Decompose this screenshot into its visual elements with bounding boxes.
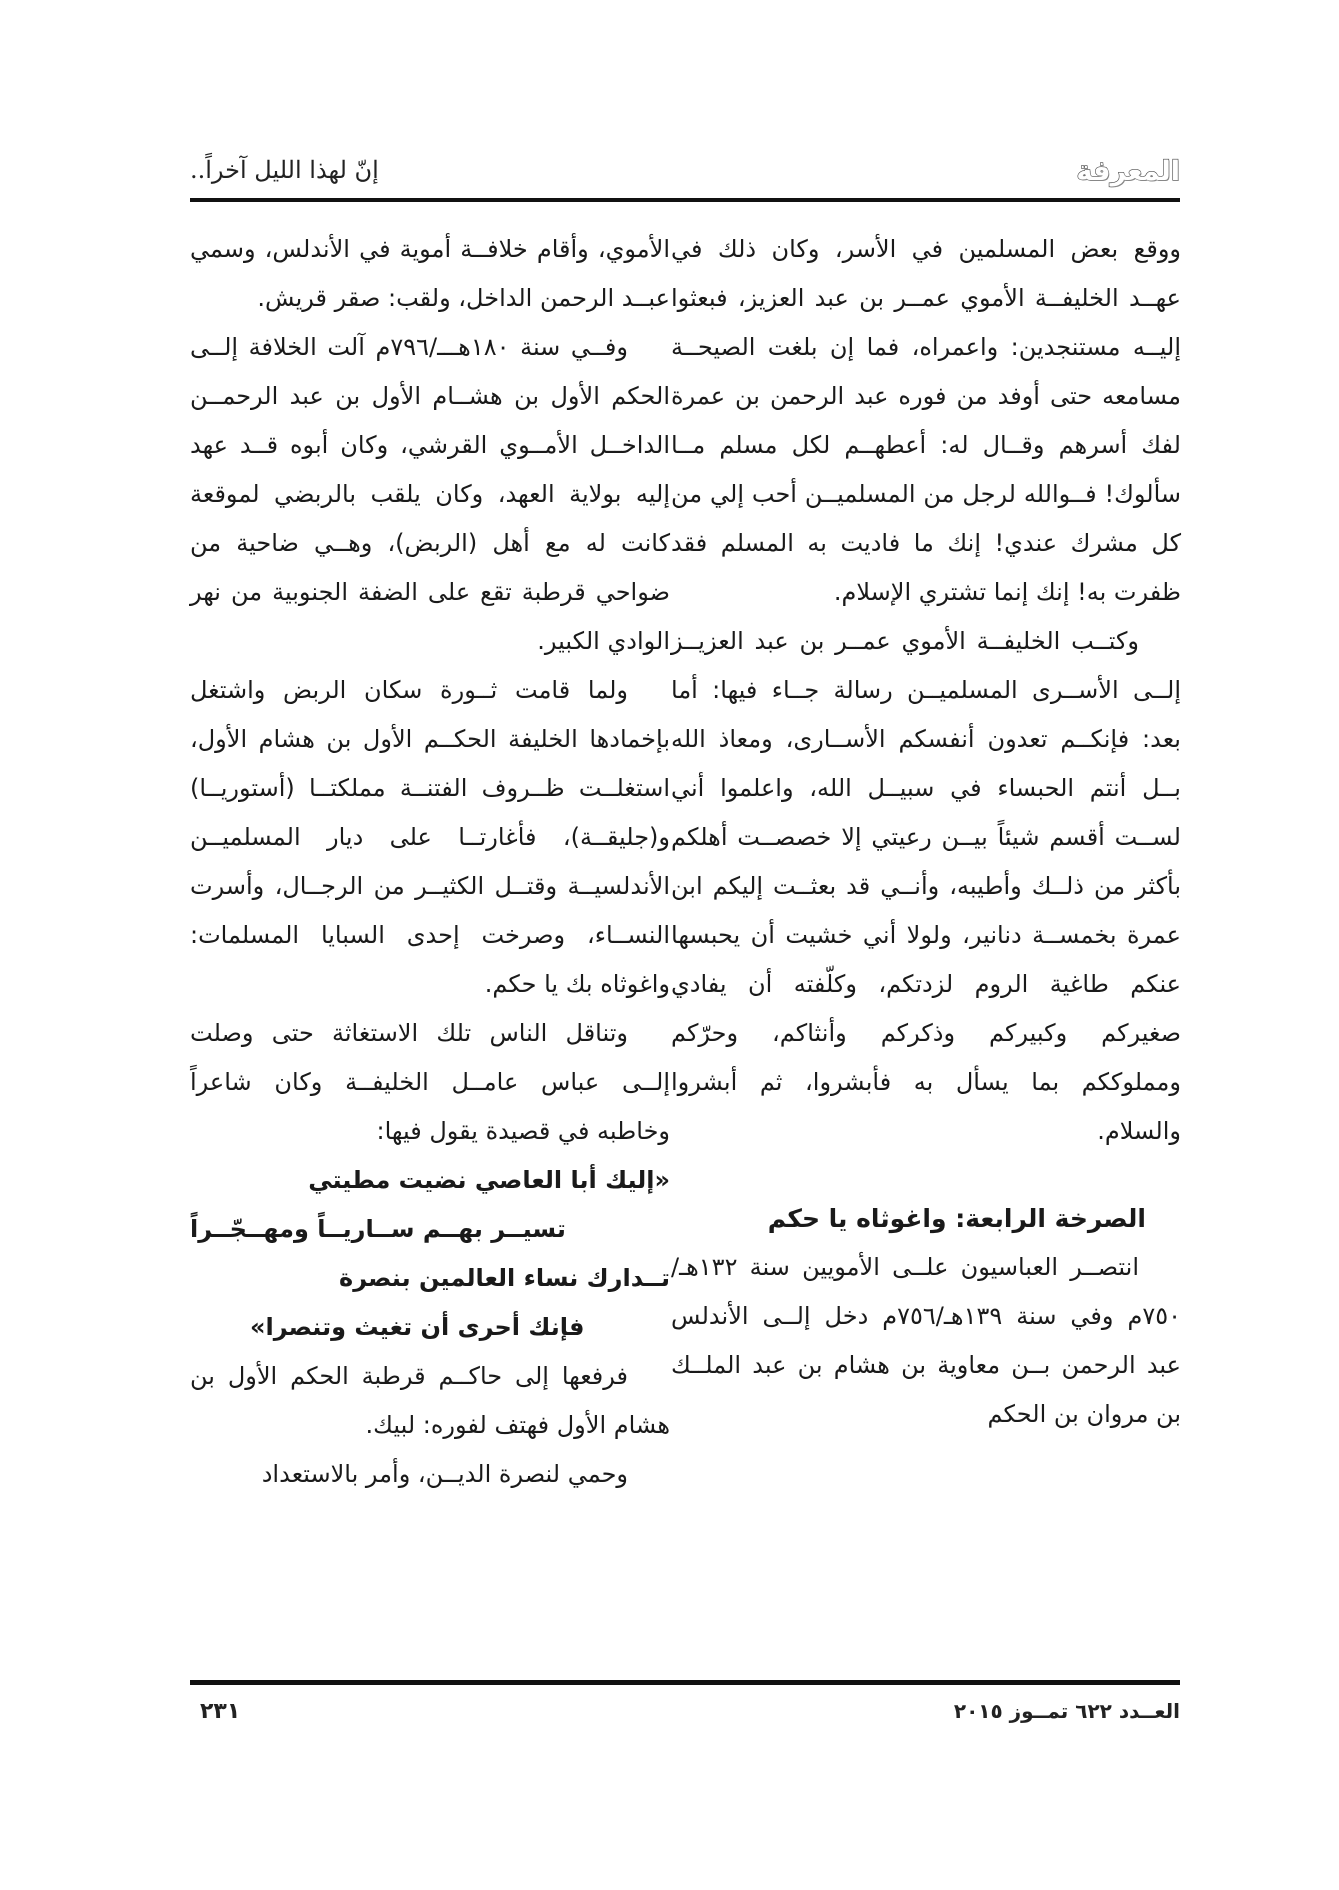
paragraph: فرفعها إلى حاكــم قرطبة الحكم الأول بن هشام الأول فهتف لفوره: لبيك. [190,1362,670,1439]
header-rule [190,198,1180,202]
paragraph: وفــي سنة ١٨٠هـــ/٧٩٦م آلت الخلافة إلــى الحكم الأول بن هشــام الأول بن عبد الرحمــن الداخــل الأمــوي القرشي، وكان أبوه قــد عهد إليه بولاية العهد، وكان يلقب بالربضي لموقعة كانت له مع أهل (الربض)، وهــي ضاحية من ضواحي قرطبة تقع على الضفة الجنوبية من نهر الوادي الكبير. [190,333,670,655]
right-column [671,225,1181,1439]
paragraph: وكتــب الخليفــة الأموي عمــر بن عبد العزيــز إلــى الأســرى المسلميــن رسالة جــاء فيها: أما بعد: فإنكــم تعدون أنفسكم الأســارى، ومعاذ الله بــل أنتم الحبساء في سبيــل الله، واعلموا أني لســت أقسم شيئاً بيــن رعيتي إلا خصصــت أهلكم بأكثر من ذلــك وأطيبه، وأنــي قد بعثــت إليكم ابن عمرة بخمســة دنانير، ولولا أني خشيت أن يحبسها عنكم طاغية الروم لزدتكم، وكلّفته أن يفادي صغيركم وكبيركم وذكركم وأنثاكم، وحرّكم ومملوككم بما يسأل به فأبشروا، ثم أبشروا والسلام. [671,627,1181,1145]
paragraph: وحمي لنصرة الديــن، وأمر بالاستعداد [261,1460,628,1488]
paragraph: وتناقل الناس تلك الاستغاثة حتى وصلت إلــى عباس عامــل الخليفــة وكان شاعراً وخاطبه في قصيدة يقول فيها: [190,1019,670,1145]
poem-verse: تــدارك نساء العالمين بنصرة [339,1264,670,1292]
page-header [190,150,1180,200]
paragraph: الأموي، وأقام خلافــة أموية في الأندلس، وسمي عبــد الرحمن الداخل، ولقب: صقر قريش. [190,235,670,312]
issue-info: العــدد ٦٢٢ تمــوز ٢٠١٥ [953,1699,1180,1723]
magazine-logo: المعرفة [1076,156,1180,187]
poem-verse: فإنك أحرى أن تغيث وتنصرا» [250,1313,585,1341]
page-number: ٢٣١ [200,1699,241,1724]
poem-verse: «إليك أبا العاصي نضيت مطيتي [308,1166,670,1194]
running-title: إنّ لهذا الليل آخراً.. [190,156,379,184]
paragraph: ووقع بعض المسلمين في الأسر، وكان ذلك في عهــد الخليفــة الأموي عمــر بن عبد العزيز، فبعثوا إليــه مستنجدين: واعمراه، فما إن بلغت الصيحــة مسامعه حتى أوفد من فوره عبد الرحمن بن عمرة لفك أسرهم وقــال له: أعطهــم لكل مسلم مــا سألوك! فــوالله لرجل من المسلميــن أحب إلي من كل مشرك عندي! إنك ما فاديت به المسلم فقد ظفرت به! إنك إنما تشتري الإسلام. [671,235,1181,606]
paragraph: انتصــر العباسيون علــى الأمويين سنة ١٣٢هـ/٧٥٠م وفي سنة ١٣٩هـ/٧٥٦م دخل إلــى الأندلس عبد الرحمن بــن معاوية بن هشام بن عبد الملــك بن مروان بن الحكم [671,1253,1181,1428]
paragraph: ولما قامت ثــورة سكان الربض واشتغل بإخمادها الخليفة الحكــم الأول بن هشام الأول، استغلــت ظــروف الفتنــة مملكتــا (أستوريــا) و(جليقــة)، فأغارتــا على ديار المسلميــن الأندلسيــة وقتــل الكثيــر من الرجــال، وأسرت النســاء، وصرخت إحدى السبايا المسلمات: واغوثاه بك يا حكم. [190,676,670,998]
page-footer [190,1695,1180,1735]
poem-verse: تسيــر بهــم ســاريــاً ومهــجّــراً [190,1215,566,1243]
left-column [190,225,670,1499]
section-heading: الصرخة الرابعة: واغوثاه يا حكم [767,1204,1146,1233]
footer-rule [190,1680,1180,1685]
